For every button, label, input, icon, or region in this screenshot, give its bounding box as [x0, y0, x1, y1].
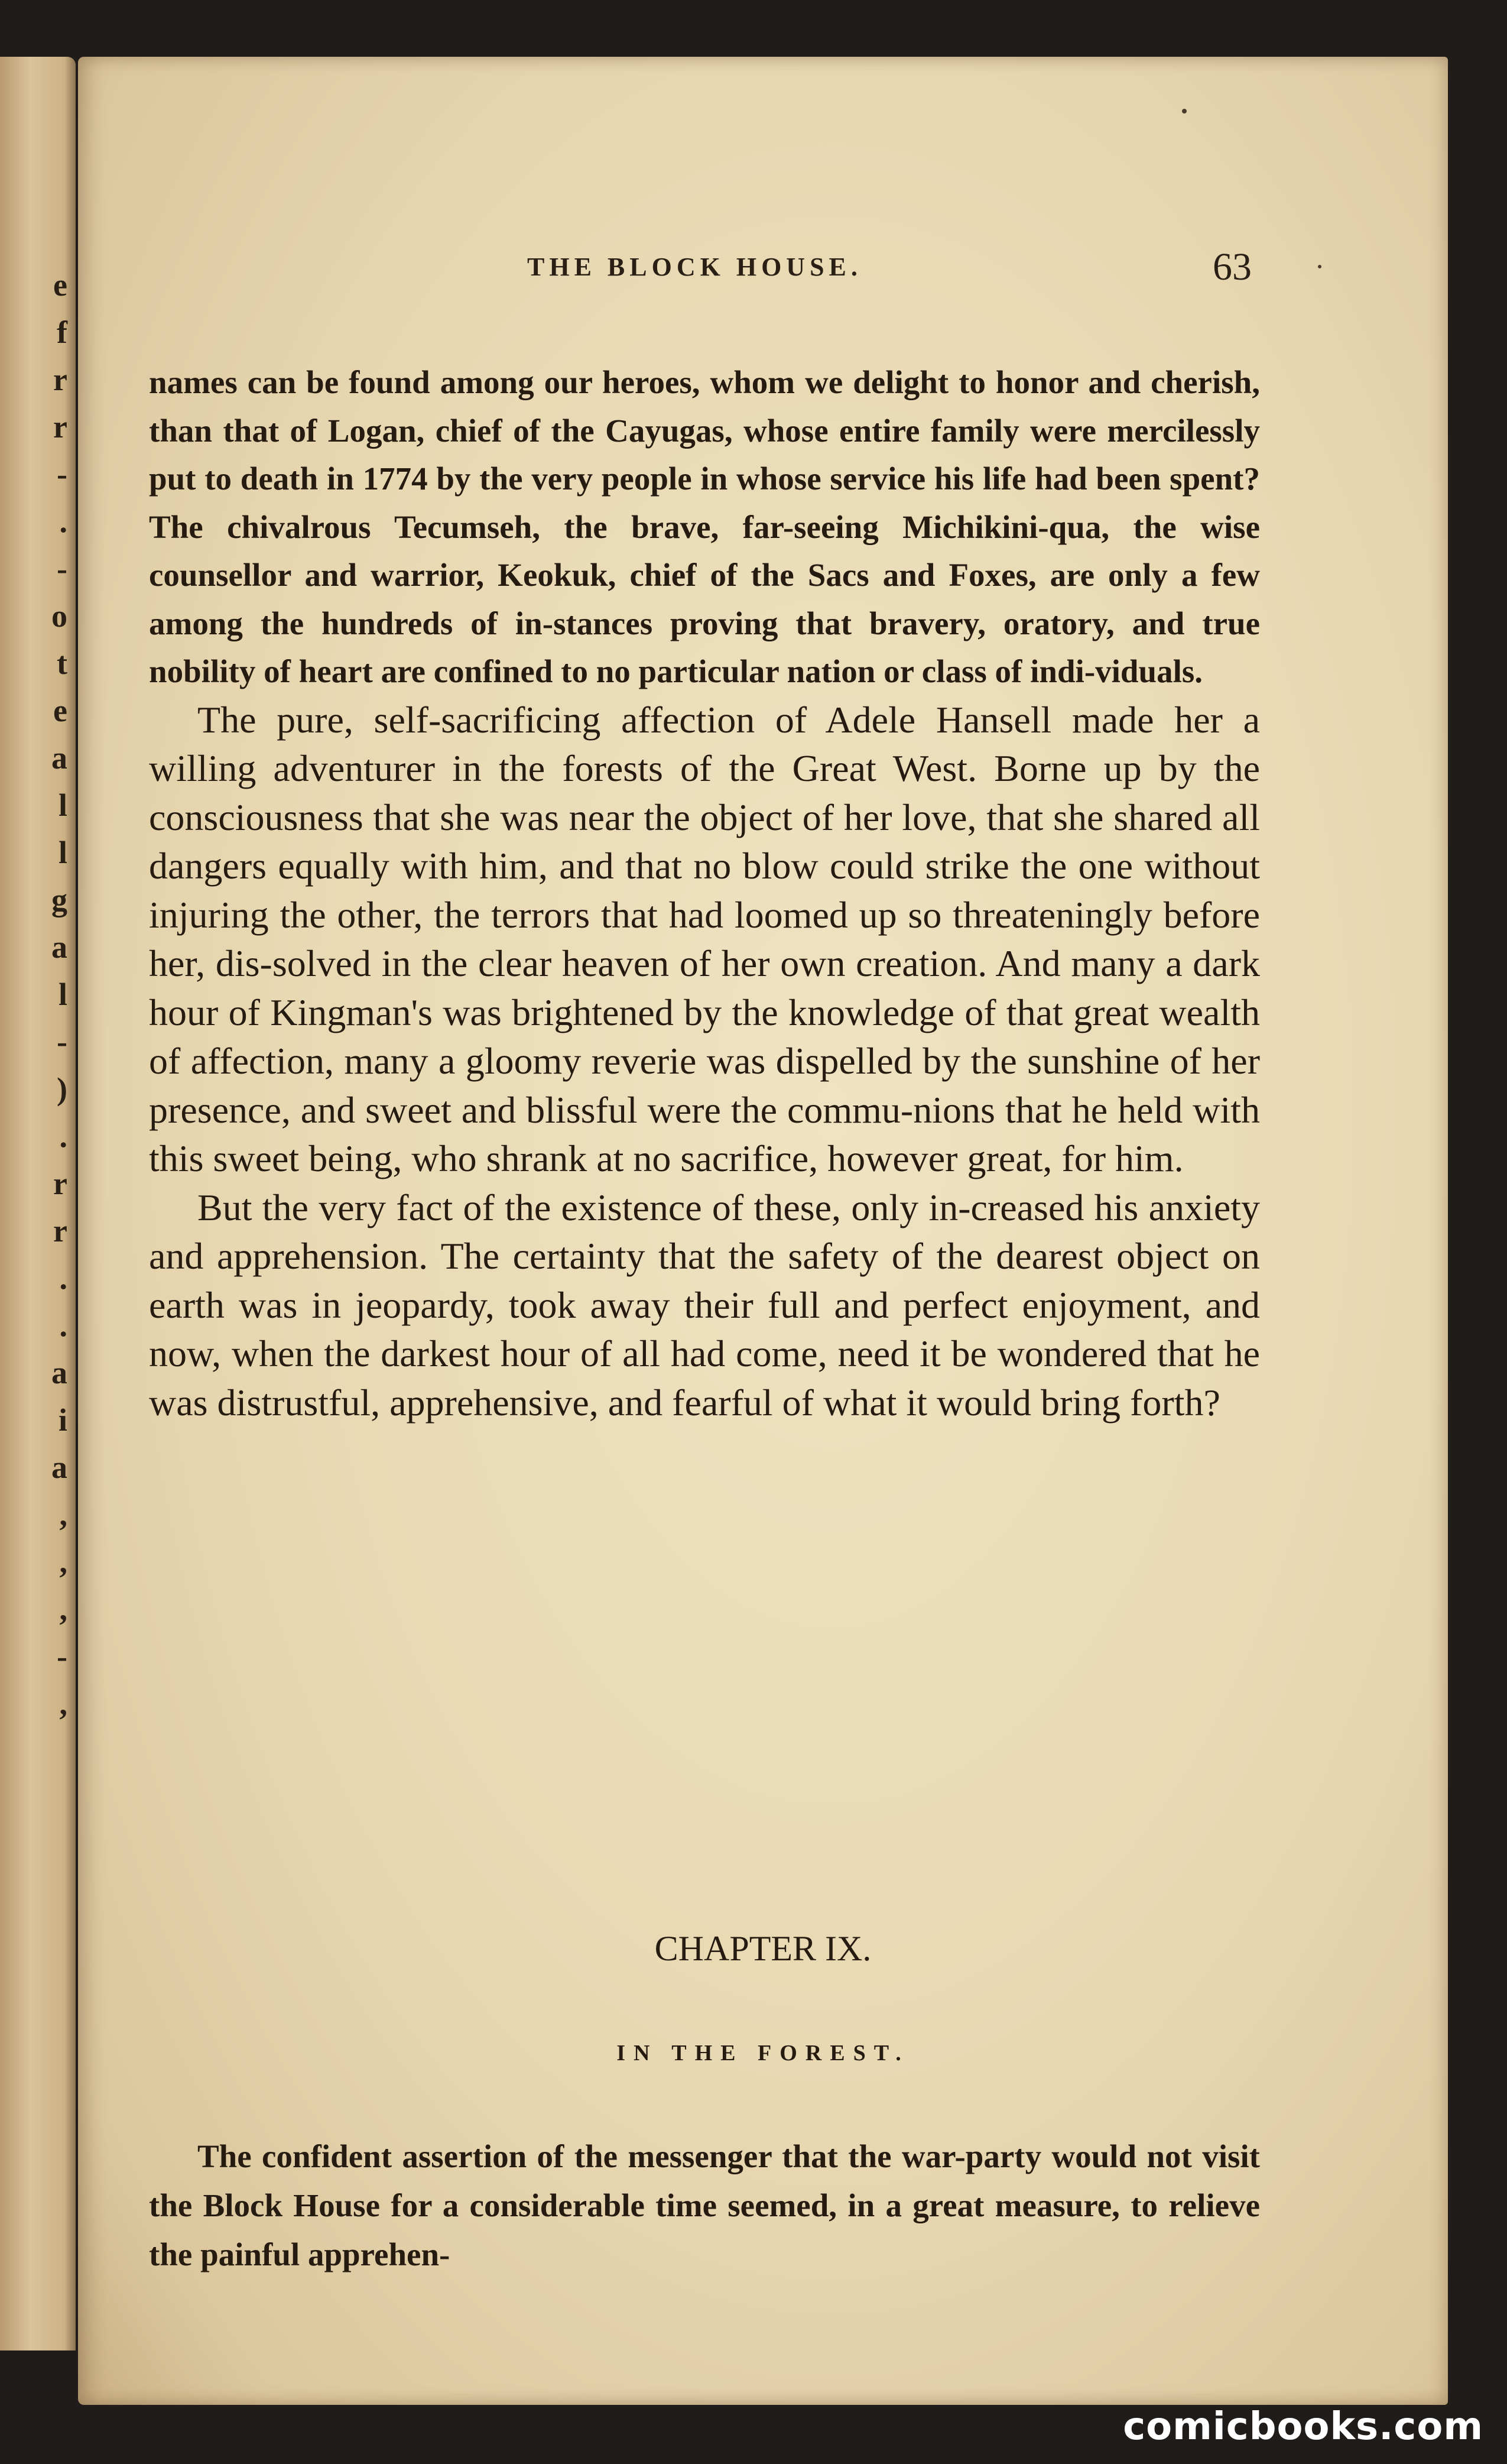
facing-page-character: l: [58, 787, 67, 823]
facing-page-character: a: [51, 1355, 67, 1390]
paper-speck: [1182, 109, 1187, 114]
facing-page-character: i: [58, 1402, 67, 1438]
facing-page-character: e: [53, 267, 67, 303]
facing-page-character: -: [57, 551, 67, 586]
facing-page-character: ,: [59, 1686, 67, 1721]
facing-page-character: g: [51, 882, 67, 917]
facing-page-character: r: [53, 362, 67, 397]
chapter-heading: CHAPTER IX.: [654, 1929, 872, 1968]
facing-page-character: .: [59, 1308, 67, 1343]
chapter-title: IN THE FOREST.: [616, 2041, 910, 2066]
facing-page-character: r: [53, 1166, 67, 1201]
paragraph: names can be found among our heroes, whom we delight to honor and cherish, than that of Logan, chief of the Cayugas, whose entire family were mercilessly put to death in 1774 by the very people in whose service his life had been spent? The chivalrous Tecumseh, the brave, far-seeing Michikini-qua, the wise counsellor and warrior, Keokuk, chief of the Sacs and Foxes, are only a few among the hundreds of in-stances proving that bravery, oratory, and true nobility of heart are confined to no particular nation or class of indi-viduals.: [149, 364, 1260, 689]
facing-page-edge: [0, 57, 76, 2350]
book-page: [78, 57, 1448, 2405]
facing-page-character: l: [58, 835, 67, 870]
facing-page-character: -: [57, 1639, 67, 1674]
facing-page-character: -: [57, 1024, 67, 1059]
facing-page-character: .: [59, 1118, 67, 1154]
facing-page-character: f: [57, 315, 67, 350]
facing-page-character: ): [57, 1071, 67, 1107]
facing-page-character: ,: [59, 1544, 67, 1580]
facing-page-character: a: [51, 740, 67, 776]
chapter-opening-text: [149, 2132, 1260, 2279]
running-head-title: THE BLOCK HOUSE.: [527, 252, 862, 281]
paragraph: The confident assertion of the messenger that the war-party would not visit the Block House for a considerable time seemed, in a great measure, to relieve the painful apprehen-: [149, 2138, 1260, 2272]
facing-page-character: a: [51, 1450, 67, 1485]
paragraph: But the very fact of the existence of these, only in-creased his anxiety and apprehension. The certainty that the safety of the dearest object on earth was in jeopardy, took away their full and perfect enjoyment, and now, when the darkest hour of all had come, need it be wondered that he was distrustful, apprehensive, and fearful of what it would bring forth?: [149, 1186, 1260, 1424]
facing-page-character: .: [59, 1260, 67, 1296]
facing-page-character: t: [57, 646, 67, 681]
facing-page-character: ,: [59, 1591, 67, 1627]
facing-page-character: l: [58, 977, 67, 1012]
facing-page-character: e: [53, 693, 67, 728]
facing-page-character: .: [59, 504, 67, 539]
paragraph: The pure, self-sacrificing affection of Adele Hansell made her a willing adventurer in the forests of the Great West. Borne up by the consciousness that she was near the object of her love, that she shared all dangers equally with him, and that no blow could strike the one without injuring the other, the terrors that had loomed up so threateningly before her, dis-solved in the clear heaven of her own creation. And many a dark hour of Kingman's was brightened by the knowledge of that great wealth of affection, many a gloomy reverie was dispelled by the sunshine of her presence, and sweet and blissful were the commu-nions that he held with this sweet being, who shrank at no sacrifice, however great, for him.: [149, 698, 1260, 1179]
body-text: [149, 358, 1260, 1427]
facing-page-character: a: [51, 929, 67, 965]
facing-page-character: o: [51, 598, 67, 634]
running-head: [78, 245, 1448, 292]
facing-page-character: r: [53, 1213, 67, 1249]
page-number: 63: [1213, 245, 1252, 288]
watermark: comicbooks.com: [1123, 2405, 1483, 2449]
facing-page-character: r: [53, 409, 67, 445]
facing-page-character: -: [57, 456, 67, 492]
facing-page-character: ,: [59, 1497, 67, 1532]
